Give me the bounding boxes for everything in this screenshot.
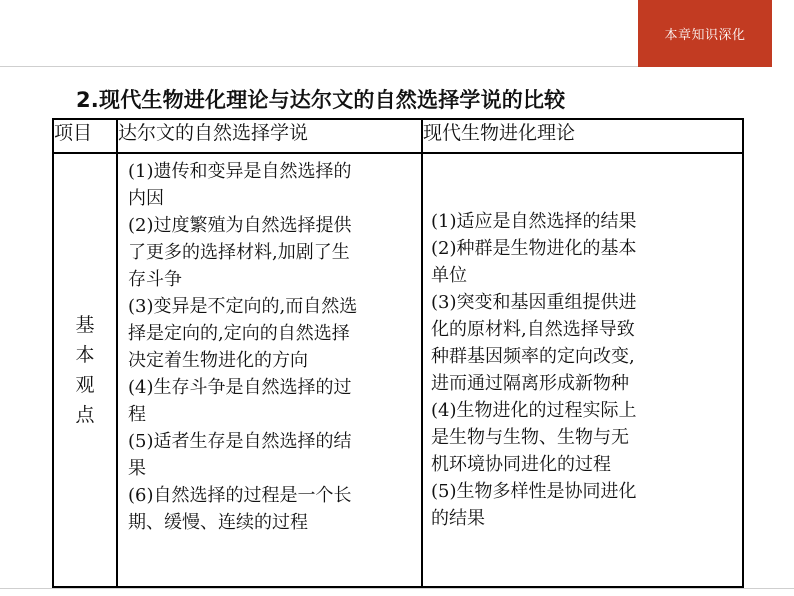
modern-line: 机环境协同进化的过程 (431, 454, 611, 475)
modern-line: (1)适应是自然选择的结果 (431, 211, 637, 232)
comparison-table (52, 118, 744, 588)
darwin-line: 内因 (128, 188, 164, 209)
darwin-line: (3)变异是不定向的,而自然选 (128, 296, 358, 317)
modern-line: (3)突变和基因重组提供进 (431, 292, 637, 313)
modern-line: 种群基因频率的定向改变, (431, 346, 635, 367)
darwin-line: 程 (128, 404, 146, 425)
modern-line: 进而通过隔离形成新物种 (431, 373, 629, 394)
darwin-line: (2)过度繁殖为自然选择提供 (128, 215, 352, 236)
modern-line: (4)生物进化的过程实际上 (431, 400, 637, 421)
modern-line: 单位 (431, 265, 467, 286)
modern-cell (422, 153, 743, 587)
modern-line: (5)生物多样性是协同进化 (431, 481, 637, 502)
darwin-line: 了更多的选择材料,加剧了生 (128, 242, 350, 263)
darwin-cell (117, 153, 422, 587)
darwin-line: 存斗争 (128, 269, 182, 290)
darwin-line: (6)自然选择的过程是一个长 (128, 485, 352, 506)
darwin-line: 期、缓慢、连续的过程 (128, 512, 308, 533)
darwin-line: 决定着生物进化的方向 (128, 350, 308, 371)
bottom-divider (0, 588, 794, 589)
modern-line: 的结果 (431, 508, 485, 529)
header-darwin: 达尔文的自然选择学说 (117, 119, 422, 153)
row-label: 基本观点 (75, 314, 95, 426)
modern-line: (2)种群是生物进化的基本 (431, 238, 637, 259)
header-item: 项目 (53, 119, 117, 153)
darwin-line: (1)遗传和变异是自然选择的 (128, 161, 352, 182)
darwin-line: 择是定向的,定向的自然选择 (128, 323, 350, 344)
row-label-cell (53, 153, 117, 587)
page-title: 2.现代生物进化理论与达尔文的自然选择学说的比较 (76, 88, 566, 112)
header-modern: 现代生物进化理论 (422, 119, 743, 153)
darwin-line: 果 (128, 458, 146, 479)
section-badge: 本章知识深化 (638, 0, 772, 67)
darwin-line: (4)生存斗争是自然选择的过 (128, 377, 352, 398)
table-header-row (53, 119, 743, 153)
modern-line: 化的原材料,自然选择导致 (431, 319, 635, 340)
modern-line: 是生物与生物、生物与无 (431, 427, 629, 448)
top-divider (0, 66, 638, 67)
table-row (53, 153, 743, 587)
darwin-line: (5)适者生存是自然选择的结 (128, 431, 352, 452)
